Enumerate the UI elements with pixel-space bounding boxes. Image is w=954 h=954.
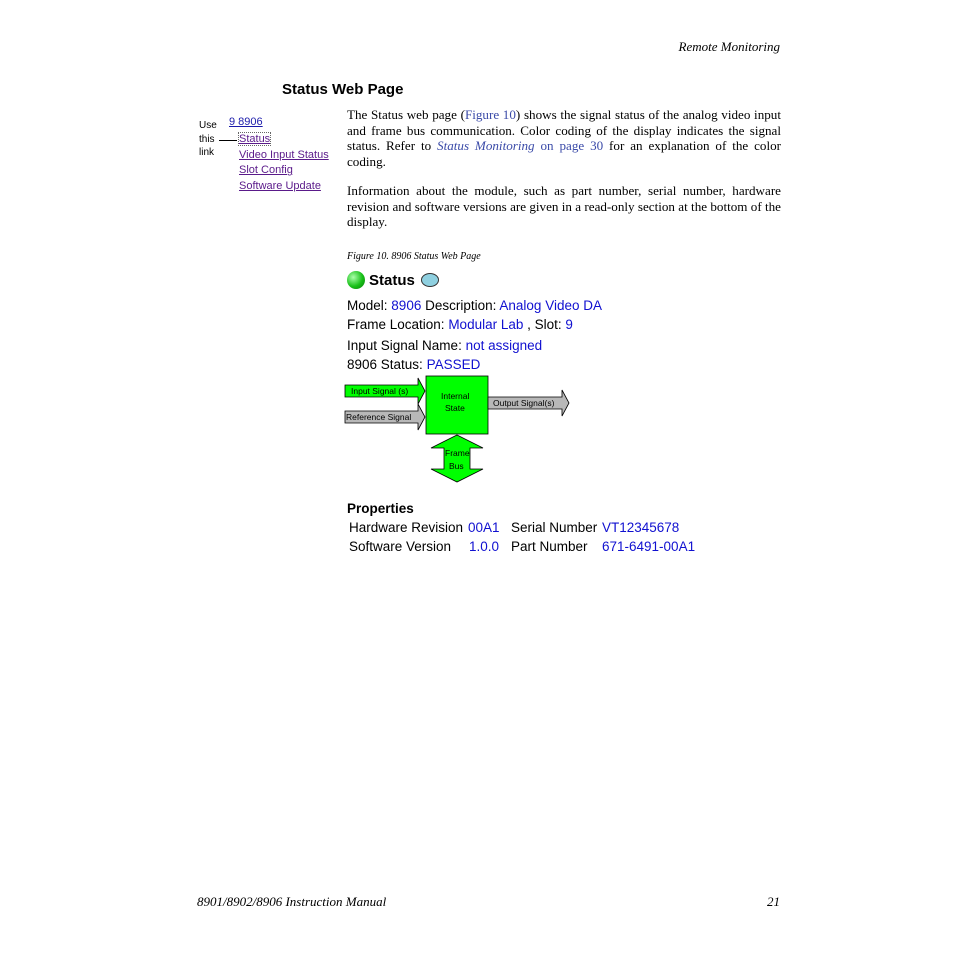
software-version-value: 1.0.0	[469, 539, 500, 554]
part-number-label: Part Number	[511, 539, 588, 554]
use-this-link-note	[199, 119, 217, 160]
status-title: Status	[369, 271, 415, 289]
model-value: 8906	[391, 298, 422, 313]
refresh-icon[interactable]	[421, 273, 439, 287]
frame-bus-label: Bus	[449, 461, 464, 471]
internal-state-label: State	[445, 403, 465, 413]
reference-signal-label: Reference Signal	[346, 412, 412, 422]
module-status-label: 8906 Status:	[347, 357, 423, 372]
footer-manual-title: 8901/8902/8906 Instruction Manual	[197, 894, 387, 909]
nav-link-status[interactable]: Status	[239, 133, 271, 145]
nav-link-software-update[interactable]: Software Update	[239, 180, 321, 193]
properties-row-2	[0, 539, 954, 557]
properties-row-1	[0, 520, 954, 538]
model-line	[347, 298, 602, 313]
figure-link[interactable]: Figure 10	[464, 107, 516, 122]
page-link[interactable]: on page 30	[534, 138, 604, 153]
text: for an explanation of the color coding.	[347, 138, 782, 169]
use-note-word: this	[199, 133, 215, 145]
properties-title: Properties	[347, 501, 414, 516]
frame-location-value: Modular Lab	[448, 317, 524, 332]
hardware-revision-value: 00A1	[468, 520, 500, 535]
frame-bus-label: Frame	[445, 448, 470, 458]
input-signal-label: Input Signal (s)	[351, 386, 409, 396]
section-title: Status Web Page	[282, 81, 404, 98]
description-value: Analog Video DA	[499, 298, 602, 313]
text: ) shows the signal status of the analog video input and frame bus communication. Color coding of the display indicates the signal status. Refer to	[347, 107, 781, 153]
input-signal-value: not assigned	[465, 338, 543, 353]
frame-bus-arrow[interactable]	[431, 435, 483, 482]
serial-number-value: VT12345678	[602, 520, 680, 535]
description-label: Description:	[425, 298, 497, 313]
frame-location-line	[347, 317, 573, 332]
paragraph-intro	[347, 107, 781, 169]
slot-label: , Slot:	[527, 317, 562, 332]
model-label: Model:	[347, 298, 388, 313]
nav-link-slot-config[interactable]: Slot Config	[239, 164, 293, 177]
use-note-word: Use	[199, 120, 217, 131]
page-number: 21	[767, 894, 780, 909]
hardware-revision-label: Hardware Revision	[349, 520, 464, 535]
nav-list	[239, 132, 329, 195]
figure-caption: Figure 10. 8906 Status Web Page	[347, 251, 481, 262]
part-number-value: 671-6491-00A1	[602, 539, 696, 554]
internal-state-label: Internal	[441, 391, 470, 401]
status-led-icon	[347, 271, 365, 289]
paragraph-info: Information about the module, such as part number, serial number, hardware revision and software versions are given in a read-only section at the bottom of the display.	[347, 183, 781, 229]
status-header	[347, 271, 439, 289]
slot-value: 9	[565, 317, 573, 332]
text: The Status web page (	[347, 107, 465, 122]
running-head: Remote Monitoring	[678, 39, 780, 54]
input-signal-line	[347, 338, 542, 353]
pointer-line	[219, 140, 237, 141]
output-signal-label: Output Signal(s)	[493, 398, 555, 408]
input-signal-label: Input Signal Name:	[347, 338, 462, 353]
use-note-word: link	[199, 147, 215, 158]
module-status-value: PASSED	[426, 357, 481, 372]
module-status-line	[347, 357, 480, 372]
software-version-label: Software Version	[349, 539, 452, 554]
nav-link-video-input-status[interactable]: Video Input Status	[239, 148, 329, 161]
frame-location-label: Frame Location:	[347, 317, 445, 332]
nav-link-root[interactable]: 9 8906	[229, 116, 263, 128]
status-monitoring-link[interactable]: Status Monitoring	[437, 138, 535, 153]
serial-number-label: Serial Number	[511, 520, 598, 535]
signal-diagram	[343, 374, 583, 486]
